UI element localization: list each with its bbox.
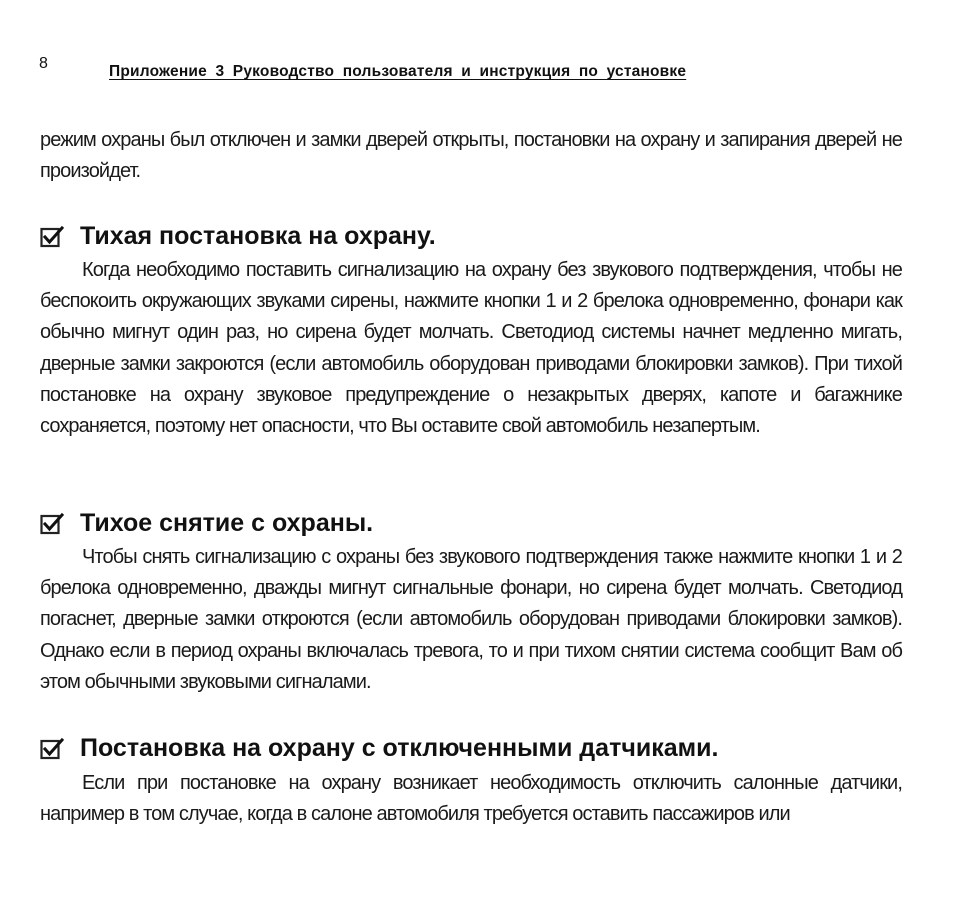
section-heading-silent-arming bbox=[40, 222, 436, 251]
section-title: Тихая постановка на охрану. bbox=[80, 222, 436, 250]
section-title: Постановка на охрану с отключенными датчиками. bbox=[80, 734, 719, 762]
checkbox-checked-icon bbox=[40, 737, 64, 761]
intro-paragraph: режим охраны был отключен и замки дверей открыты, постановки на охрану и запирания дверей не произойдет. bbox=[40, 129, 902, 183]
section-heading-silent-disarming bbox=[40, 509, 373, 538]
checkbox-checked-icon bbox=[40, 512, 64, 536]
section-title: Тихое снятие с охраны. bbox=[80, 509, 374, 537]
section-body-silent-arming: Когда необходимо поставить сигнализацию на охрану без звукового подтверждения, чтобы не беспокоить окружающих звуками сирены, нажмите кнопки 1 и 2 брелока одновременно, фонари как обычно мигнут один раз, но сирена будет молчать. Светодиод системы начнет медленно мигать, дверные замки закроются (если автомобиль оборудован приводами блокировки замков). При тихой постановке на охрану звуковое предупреждение о незакрытых дверях, капоте и багажнике сохраняется, поэтому нет опасности, что Вы оставите свой автомобиль незапертым. bbox=[40, 259, 902, 438]
page-number: 8 bbox=[39, 55, 48, 72]
checkbox-checked-icon bbox=[40, 225, 64, 249]
running-header: Приложение 3 Руководство пользователя и инструкция по установке bbox=[109, 63, 687, 80]
section-heading-arming-sensors-off bbox=[40, 734, 718, 763]
section-body-arming-sensors-off: Если при постановке на охрану возникает необходимость отключить салонные датчики, например в том случае, когда в салоне автомобиля требуется оставить пассажиров или bbox=[40, 772, 902, 826]
section-body-silent-disarming: Чтобы снять сигнализацию с охраны без звукового подтверждения также нажмите кнопки 1 и 2 брелока одновременно, дважды мигнут сигнальные фонари, но сирена будет молчать. Светодиод погаснет, дверные замки откроются (если автомобиль оборудован приводами блокировки замков). Однако если в период охраны включалась тревога, то и при тихом снятии система сообщит Вам об этом обычными звуковыми сигналами. bbox=[40, 546, 902, 693]
